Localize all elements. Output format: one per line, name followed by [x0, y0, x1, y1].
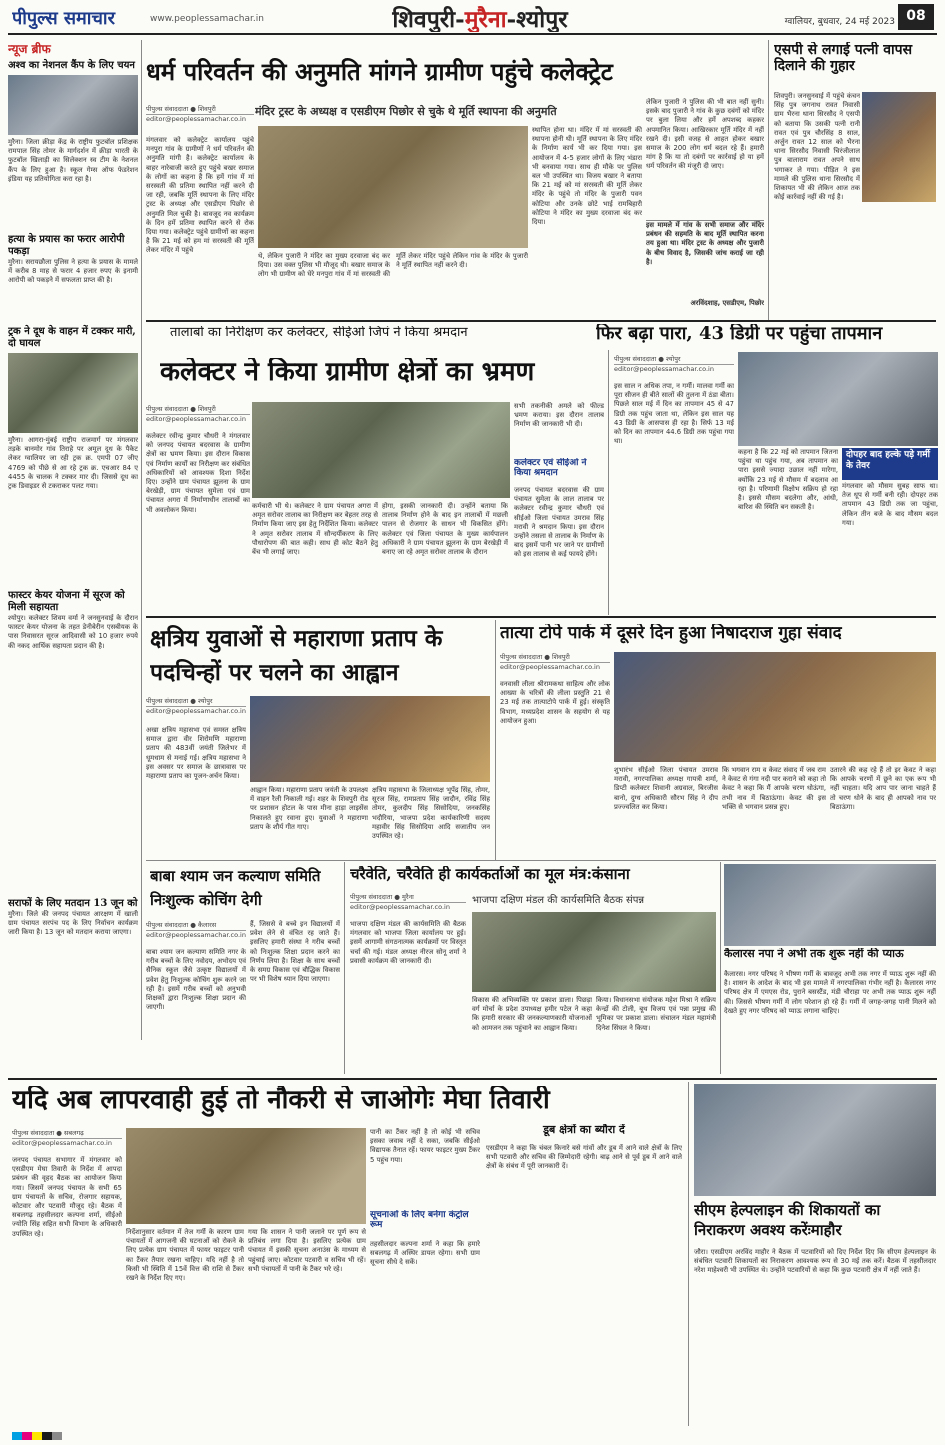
karyakarta-divider	[344, 862, 345, 1074]
pratap-col-2: आह्वान किया। महाराणा प्रताप जयंती के उपलक्ष्य में वाहन रैली निकाली गई। शहर के शिवपुरी रोड पर प्रशासन होटल के पास मीना हाड़ा लाइसेंस निकालते हुए रवाना हुए। युवाओं ने महाराणा प्रताप के शौर्य गीत गाए।	[250, 786, 368, 831]
news-brief-column	[8, 40, 138, 1040]
lead-col-3: स्थापित होना था। मंदिर में मां सरस्वती की स्थापना होनी थी। मूर्ति स्थापना के लिए मंदिर के निर्माण कार्य भी कर दिया गया। इस आयोजन में 4-5 हजार लोगों के लिए भंडारा भी बनवाया गया। साथ ही मौके पर पुलिस बल भी उपस्थित था। विजय बखार ने बताया कि 21 मई को मां सरस्वती की मूर्ति लेकर मंदिर के पहुंचे तो मंदिर के पुजारी पवन कोटिया और उनके छोटे भाई रामबिहारी कोटिया ने मंदिर का मुख्य दरवाजा बंद कर दिया।	[532, 126, 642, 227]
karyakarta-col-2: विकास की अभिव्यक्ति पर प्रकाश डाला। पिछड़ा वर्ग मोर्चा के प्रदेश उपाध्यक्ष हमीर पटेल ने कहा कि हमारी सरकार की जनकल्याणकारी योजनाओं को आमजन तक पहुंचाने का आह्वान किया।	[472, 996, 592, 1032]
brief-photo-3	[8, 353, 138, 433]
karyakarta-photo	[472, 912, 716, 992]
side-photo	[862, 92, 936, 202]
karyakarta-byline: पीपुल्स संवाददाता ● मुरैना	[350, 892, 466, 903]
heat-photo-1	[738, 352, 938, 446]
tatya-col-3: कि भगवान राम व केवट संवाद में जब राम ने केवट से गंगा नदी पार कराने को कहा तो केवट ने कहा कि मैं आपके चरण धोऊंगा, तभी नाव में बिठाऊंगा। केवट की इस भक्ति से भगवान प्रसन्न हुए।	[722, 766, 826, 811]
brief-photo-1	[8, 75, 138, 135]
megha-subhead-2: डूब क्षेत्रों का ब्यौरा दें	[543, 1124, 625, 1136]
strip-left-headline: तालाबों का निरीक्षण कर कलेक्टर, सीईओ जिपं ने किया श्रमदान	[170, 326, 468, 340]
side-text-cont	[774, 210, 936, 318]
karyakarta-col-1: भाजपा दक्षिण मंडल की कार्यसमिति की बैठक मंगलवार को भाजपा जिला कार्यालय पर हुई। इसमें आगामी संगठनात्मक कार्यक्रमों पर विस्तृत चर्चा की गई। मंडल अध्यक्ष नीरज सोनू शर्मा ने प्रवासी कार्यक्रम की जानकारी दी।	[350, 920, 466, 965]
title-shivpuri: शिवपुरी-	[392, 6, 465, 32]
baba-byline: पीपुल्स संवाददाता ● कैलारस	[146, 920, 246, 931]
heat-col-3: कहना है कि 22 मई को तापमान जितना पहुंचा था पहुंच गया, अब तापमान का पारा इससे ज्यादा उछाल नहीं मारेगा, क्योंकि 23 मई से मौसम में बदलाव आ रहा है। परिणामी विक्षोभ सक्रिय हो रहा है। इससे मौसम बदलेगा और, आंधी, बारिश की स्थिति बन सकती है।	[738, 448, 838, 512]
baba-email: editor@peoplessamachar.co.in	[146, 931, 246, 939]
color-swatch	[12, 1432, 22, 1440]
title-sheopur: -श्योपुर	[506, 6, 568, 32]
brief-text-1: मुरैना। जिला क्रीड़ा केंद्र के राष्ट्रीय फुटबॉल प्रशिक्षक रामपाल सिंह तोमर के मार्गदर्शन में क्रीड़ा भारती के फुटबॉल खिलाड़ी का सिलेक्शन स्व टीम के नेशनल कैंप के लिए हुआ है। स्कूल गेम्स ऑफ फेडरेशन इंडिया यह प्रतियोगिता करा रहा है।	[8, 138, 138, 183]
baba-byline-box	[146, 920, 246, 946]
heat-byline: पीपुल्स संवाददाता ● श्योपुर	[614, 354, 734, 365]
lead-quote-box	[646, 220, 764, 316]
brief-text-4: श्योपुर। कलेक्टर शिवम वर्मा ने जनसुनवाई के दौरान फास्टर केयर योजना के तहत डेनीबेरीन एसबीयक के पास निवासरत सूरज आदिवासी को 10 हजार रुपये की नकद आर्थिक सहायता प्रदान की है।	[8, 614, 138, 650]
tatya-email: editor@peoplessamachar.co.in	[500, 663, 600, 671]
masthead-logo: पीपुल्स समाचार	[12, 8, 115, 29]
heat-col-1: इस साल न अधिक तपा, न गर्मी। मालवा गर्मी का पूरा सीजन ही बीते सालों की तुलना में ठंडा बीता। पिछले साल मई में दिन का तापमान 45 से 47 डिग्री तक पहुंच जाता था, लेकिन इस साल यह 43 डिग्री के आसपास ही रहा है। सिर्फ 13 मई को दिन का तापमान 44.6 डिग्री तक पहुंचा गया था।	[614, 382, 734, 446]
issue-date: ग्वालियर, बुधवार, 24 मई 2023	[784, 17, 895, 26]
tatya-headline: तात्या टोपे पार्क में दूसरे दिन हुआ निषादराज गुहा संवाद	[500, 624, 842, 643]
heat-byline-box	[614, 354, 734, 380]
brief-divider	[141, 40, 142, 1040]
collector-col-2: कर्मचारी भी थे। कलेक्टर ने ग्राम पंचायत अगरा में अमृत सरोवर तालाब का निरीक्षण कर बेहतर तरह से निर्माण किया जाए इस हेतु निर्देशित किया। कलेक्टर ने अमृत सरोवर तालाब में सौन्दर्यीकरण के लिए पौधारोपण की बात कही। साथ ही कोट बैठने हेतु बेंच भी लगाई जाए।	[252, 502, 378, 557]
baba-col-1: बाबा श्याम जन कल्याण समिति नगर के गरीब बच्चों के लिए नवोदय, अभोदय एवं सैनिक स्कूल जैसे उत्कृष्ट विद्यालयों में प्रवेश हेतु निःशुल्क कोचिंग शुरू करने जा रही है। इसमें गरीब बच्चों को अनुभवी शिक्षकों द्वारा निःशुल्क शिक्षा प्रदान की जाएगी।	[146, 948, 246, 1012]
megha-col-3: गया कि शासन ने पानी जलाने पर पूर्ण रूप से प्रतिबंध लगा दिया है। इसलिए प्रत्येक ग्राम पंचायत में इसकी सूचना अनाउंस के माध्यम से पहुंचाई जाए। कोटवार पटवारी व सचिव भी रहें। सभी पंचायतों में पानी के टैंकर भरे रहे।	[248, 1228, 366, 1273]
row-divider-3	[146, 860, 936, 861]
megha-subhead-1: सूचनाओं के लिए बनेगा कंट्रोल रूम	[370, 1210, 469, 1231]
pratap-photo	[250, 696, 490, 782]
heat-caption: दोपहर बाद हल्के पड़े गर्मी के तेवर	[842, 448, 938, 480]
tatya-col-2: शुभारंभ सीईओ जिला पंचायत उमराव मरावी, नगरपालिका अध्यक्ष गायत्री शर्मा, डिप्टी कलेक्टर शिवानी अग्रवाल, बिरजीस बानो, दुग्ध अधिकारी सौरभ सिंह ने दीप प्रज्ज्वलित कर किया।	[614, 766, 718, 811]
megha-byline: पीपुल्स संवाददाता ● सबलगढ़	[12, 1128, 122, 1139]
tatya-photo	[614, 652, 936, 762]
kailaras-headline: कैलारस नपा ने अभी तक शुरू नहीं की प्याऊ	[724, 948, 904, 960]
cm-divider	[688, 1082, 689, 1426]
tatya-byline-box	[500, 652, 610, 678]
lead-col-1: मंगलवार को कलेक्ट्रेट कार्यालय पहुंचे मनपुरा गांव के ग्रामीणों ने धर्म परिवर्तन की अनुमति मांगी है। कलेक्ट्रेट कार्यालय के बाहर नारेबाजी करते हुए पहुंचे बखर समाज के लोगों का कहना है कि हमें गांव में मां सरस्वती की प्रतिमा स्थापित नहीं करने दी जा रही, जबकि मूर्ति स्थापना के लिए मंदिर ट्रस्ट के अध्यक्ष और एसडीएम पिछोर से अनुमति मिल चुकी है। बावजूद नव कार्यक्रम के दिन हमें प्रतिमा स्थापित करने से रोक दिया गया। कलेक्ट्रेट पहुंचे ग्रामीणों का कहना है कि 21 मई को हम मां सरस्वती की मूर्ति लेकर मंदिर में पहुंचे	[146, 136, 254, 255]
pratap-byline-box	[146, 696, 246, 722]
kailaras-divider	[720, 862, 721, 1074]
collector-col-4: सभी तकनीकी अमले को फील्ड भ्रमण कराया। इस दौरान तालाब निर्माण की जानकारी भी दी।	[514, 402, 604, 429]
brief-label: न्यूज ब्रीफ	[8, 42, 51, 56]
megha-col-1: जनपद पंचायत सभागार में मंगलवार को एसडीएम मेघा तिवारी के निर्देश में आपदा प्रबंधन की वृहद बैठक का आयोजन किया गया। जिसमें जनपद पंचायत के सभी 65 ग्राम पंचायतों के सचिव, रोजगार सहायक, कोटवार और पटवारी मौजूद रहे। बैठक में सबलगढ़ तहसीलदार कल्पना शर्मा, सीईओ ज्योति सिंह सहित सभी विभाग के अधिकारी उपस्थित रहे।	[12, 1156, 122, 1238]
collector-headline: कलेक्टर ने किया ग्रामीण क्षेत्रों का भ्रमण	[160, 358, 535, 387]
karyakarta-byline-box	[350, 892, 466, 918]
megha-col-2: निर्देशानुसार वर्तमान में तेज गर्मी के कारण ग्राम पंचायतों में आगजनी की घटनाओं को रोकने के लिए प्रत्येक ग्राम पंचायत में फायर फाइटर पानी का टैंकर तैयार रखना चाहिए। यदि नहीं है तो किसी भी स्थिति में 15वें वित्त की राशि से टैंकर रखने के निर्देश दिए गए।	[126, 1228, 244, 1283]
heat-caption-text: मंगलवार को मौसम सुबह साफ था। तेज धूप से गर्मी बनी रही। दोपहर तक तापमान 43 डिग्री तक जा पहुंचा, लेकिन तीन बजे के बाद मौसम बदल गया।	[842, 482, 938, 527]
kailaras-photo	[724, 864, 936, 946]
karyakarta-email: editor@peoplessamachar.co.in	[350, 903, 450, 911]
brief-title-4: फास्टर केयर योजना में सूरज को मिली सहायता	[8, 590, 125, 613]
header-rule	[8, 33, 937, 35]
row-divider-4	[8, 1078, 937, 1080]
color-swatch	[22, 1432, 32, 1440]
collector-subhead: कलेक्टर एवं सीईओ ने किया श्रमदान	[514, 458, 587, 479]
pratap-col-1: अखा क्षत्रिय महासभा एवं समस्त क्षत्रिय समाज द्वारा वीर शिरोमणि महाराणा प्रताप की 483वीं जयंती जिलेभर में धूमधाम से मनाई गई। क्षत्रिय महासभा ने इस अवसर पर समाज के छात्रावास पर महाराणा प्रताप का पूजन-अर्चन किया।	[146, 726, 246, 781]
megha-col-4: पानी का टैंकर नहीं है तो कोई भी सचिव इसका जवाब नहीं दे सका, जबकि सीईओ विद्यापक तैनात रहें। फायर फाइटर मुख्य टैंकर 5 पहुंच गया।	[370, 1128, 480, 1164]
row-divider-2	[146, 616, 936, 618]
page-number: 08	[898, 4, 934, 30]
karyakarta-subhead: भाजपा दक्षिण मंडल की कार्यसमिति बैठक संपन्न	[472, 895, 645, 906]
collector-col-3: होगा, इसकी जानकारी दी। उन्होंने बताया कि तालाब निर्माण होने के बाद इन तालाबों में मछली पालन से रोजगार के साधन भी विकसित होंगे। कलेक्टर एवं जिला पंचायत के मुख्य कार्यपालन अधिकारी ने ग्राम पंचायत झूलना के ग्राम बेरखेड़ी में बनाए जा रहे अमृत सरोवर तालाब के दौरान	[382, 502, 508, 557]
karyakarta-col-3: किया। विधानसभा संयोजक महेश मिश्रा ने सक्रिय केन्द्रों की टोली, बूथ विजय एवं पन्ना प्रमुख की भूमिका पर प्रकाश डाला। संचालन मंडल महामंत्री दिनेश सिंघल ने किया।	[596, 996, 716, 1032]
baba-col-2: हैं, जिससे वे बच्चे इन विद्यालयों में प्रवेश लेने से वंचित रह जाते हैं। इसलिए हमारी संस्था ने गरीब बच्चों को निःशुल्क शिक्षा प्रदान करने का निर्णय लिया है। शिक्षा के साथ बच्चों के समग्र विकास एवं बौद्धिक विकास पर भी विशेष ध्यान दिया जाएगा।	[250, 920, 340, 984]
lead-photo	[258, 126, 528, 248]
lead-subhead: मंदिर ट्रस्ट के अध्यक्ष व एसडीएम पिछोर से चुके थे मूर्ति स्थापना की अनुमति	[255, 105, 557, 118]
brief-title-3: ट्रक ने दूध के वाहन में टक्कर मारी, दो घायल	[8, 326, 136, 349]
megha-email: editor@peoplessamachar.co.in	[12, 1139, 112, 1147]
megha-sub1-text: तहसीलदार कल्पना शर्मा ने कहा कि हमारे सबलगढ़ में अस्थिर डायल रहेगा। सभी ग्राम सूचना सीधे दे सकें।	[370, 1240, 480, 1267]
tatya-col-4: उतारने की कह रहे हैं तो इर केवट ने कहा कि आपके चरणों में छूने का एक रूप भी नहीं चाहता। यदि आप पार जाना चाहते हैं तो चरण धोने के बाद ही आपको नाव पर बिठाऊंगा।	[830, 766, 936, 811]
cm-photo	[694, 1084, 936, 1196]
tatya-divider	[495, 620, 496, 860]
brief-title-2: हत्या के प्रयास का फरार आरोपी पकड़ा	[8, 234, 125, 257]
baba-headline: बाबा श्याम जन कल्याण समिति निःशुल्क कोचिंग देगी	[150, 867, 321, 909]
pratap-headline: क्षत्रिय युवाओं से महाराणा प्रताप के पदचिन्हों पर चलने का आह्वान	[150, 625, 443, 686]
brief-text-5: मुरैना। जिले की जनपद पंचायत आरक्षण में खाली ग्राम पंचायत सरपंच पद के लिए निर्वाचन कार्यक्रम जारी किया है। 13 जून को मतदान कराया जाएगा।	[8, 910, 138, 937]
collector-sub-text: जनपद पंचायत बदरवास की ग्राम पंचायत सुमेला के लाल तालाब पर कलेक्टर रवीन्द्र कुमार चौधरी एवं सीईओ जिला पंचायत उमराव सिंह मरावी ने श्रमदान किया। इस दौरान उन्होंने तसला से तालाब के निर्माण के बाद इसमें पानी भर जाने पर ग्रामीणों को इस तालाब से कई फायदे होंगे।	[514, 486, 604, 559]
site-url: www.peoplessamachar.in	[150, 14, 264, 24]
brief-text-3: मुरैना। आगरा-मुंबई राष्ट्रीय राजमार्ग पर मंगलवार तड़के बानमोर गांव तिराहे पर अमूल दूध के पैकेट लेकर ग्वालियर जा रही ट्रक क्र. एमपी 07 जीए 4769 को पीछे से आ रहे ट्रक क्र. एचआर 84 ए 4455 के चालक ने टक्कर मार दी। जिससे दूध का ट्रक डिवाइडर से टकराकर पलट गया।	[8, 436, 138, 491]
lead-headline: धर्म परिवर्तन की अनुमति मांगने ग्रामीण पहुंचे कलेक्ट्रेट	[146, 58, 613, 86]
side-text: शिवपुरी। जनसुनवाई में पहुंचे कंचन सिंह पुत्र जगनाथ रावत निवासी ग्राम भैरना थाना सिरसौद ने एसपी को बताया कि उसकी पत्नी रानी रावत एवं पुत्र चौरसिंह 8 साल, अर्जुन रावत 12 साल को भैरना थाना सिरसौद निवासी चिरंजीलाल पुत्र बालाराम रावत अपने साथ भगाकर ले गया। पीड़ित ने इस मामले की पुलिस थाना सिरसौद में शिकायत भी की लेकिन आज तक कोई कार्रवाई नहीं की गई है।	[774, 92, 860, 202]
cm-text: जौरा। एसडीएम अरविंद माहौर ने बैठक में पटवारियों को दिए निर्देश दिए कि सीएम हेल्पलाइन के संबंधित पटवारी शिकायतों का निराकरण आवश्यक रूप से 30 मई तक करें। बैठक में तहसीलदार नरेश माहेश्वरी भी उपस्थित थे। उन्होंने पटवारियों से कहा कि कुछ पटवारी क्षेत्र में नहीं जाते हैं।	[694, 1248, 936, 1275]
print-color-bar	[12, 1432, 933, 1440]
color-swatch	[52, 1432, 62, 1440]
heat-divider	[608, 350, 609, 615]
collector-byline-box	[146, 404, 250, 430]
heat-email: editor@peoplessamachar.co.in	[614, 365, 714, 373]
tatya-byline: पीपुल्स संवाददाता ● शिवपुरी	[500, 652, 610, 663]
lead-quote: इस मामले में गांव के सभी समाज और मंदिर प्रबंधन की सहमति के बाद मूर्ति स्थापित करना तय हुआ था। मंदिर ट्रस्ट के अध्यक्ष और पुजारी के बीच विवाद है, जिसकी जांच कराई जा रही है।	[646, 221, 764, 266]
color-swatch	[42, 1432, 52, 1440]
collector-email: editor@peoplessamachar.co.in	[146, 415, 246, 423]
color-swatch	[32, 1432, 42, 1440]
megha-photo	[126, 1128, 366, 1224]
brief-text-2: मुरैना। सरायछौला पुलिस ने हत्या के प्रयास के मामले में करीब 8 माह से फरार 4 हजार रुपए के इनामी आरोपी को पकड़ने में सफलता प्राप्त की है।	[8, 258, 138, 285]
title-morena: मुरैना	[464, 6, 507, 32]
brief-title-1: अश्व का नेशनल कैंप के लिए चयन	[8, 60, 135, 71]
tatya-col-1: वनवासी लीला श्रीरामकथा साहित्य और लोक आख्या के चरित्रों की लीला प्रस्तुति 21 से 23 मई तक तात्याटोपे पार्क में हुई। संस्कृति विभाग, मध्यप्रदेश शासन के सहयोग से यह आयोजन हुआ।	[500, 680, 610, 725]
lead-byline-box	[146, 104, 254, 134]
megha-byline-box	[12, 1128, 122, 1154]
collector-photo	[252, 402, 510, 498]
lead-byline: पीपुल्स संवाददाता ● शिवपुरी	[146, 104, 254, 115]
row-divider-1	[146, 320, 936, 322]
lead-quote-by: अरविंदशाह, एसडीएम, पिछोर	[690, 299, 764, 307]
megha-sub2-text: एसडीएम ने कहा कि चंबल किनारे बसे गांवों और डूब में आने वाले क्षेत्रों के लिए सभी पटवारी और सचिव की जिम्मेदारी रहेगी। बाढ़ आने से पूर्व डूब में आने वाले क्षेत्रों के संबंध में पूरी जानकारी दें।	[486, 1144, 682, 1171]
brief-title-5: सराफों के लिए मतदान 13 जून को	[8, 898, 138, 909]
section-title	[340, 2, 620, 32]
pratap-col-3: क्षत्रिय महासभा के जिलाध्यक्ष भूपेंद्र सिंह, तोमर, सूरज सिंह, रामप्रताप सिंह जादौन, रविंद्र सिंह तोमर, कुलदीप सिंह सिसोदिया, जनकसिंह भदौरिया, भाजपा प्रदेश कार्यकारिणी सदस्य महावीर सिंह सिसोदिया आदि सजातीय जन उपस्थित रहे।	[372, 786, 490, 841]
strip-right-headline: फिर बढ़ा पारा, 43 डिग्री पर पहुंचा तापमान	[596, 324, 883, 344]
collector-byline: पीपुल्स संवाददाता ● शिवपुरी	[146, 404, 250, 415]
side-headline: एसपी से लगाई पत्नी वापस दिलाने की गुहार	[774, 42, 913, 75]
pratap-byline: पीपुल्स संवाददाता ● श्योपुर	[146, 696, 246, 707]
karyakarta-headline: चरैवेति, चरैवेति ही कार्यकर्ताओं का मूल मंत्र:कंसाना	[350, 866, 630, 883]
lead-email: editor@peoplessamachar.co.in	[146, 115, 246, 123]
pratap-email: editor@peoplessamachar.co.in	[146, 707, 246, 715]
collector-col-1: कलेक्टर रवीन्द्र कुमार चौधरी ने मंगलवार को जनपद पंचायत बदरवास के ग्रामीण क्षेत्रों का भ्रमण किया। इस दौरान विकास एवं निर्माण कार्यों का निरीक्षण कर संबंधित अधिकारियों को आवश्यक दिशा निर्देश दिए। उन्होंने ग्राम पंचायत झूलना के ग्राम बेरखेड़ी, ग्राम पंचायत सुमेला एवं ग्राम पंचायत अगरा में निर्माणाधीन तालाबों का भी अवलोकन किया।	[146, 432, 250, 514]
cm-headline: सीएम हेल्पलाइन की शिकायतों का निराकरण अवश्य करेंःमाहौर	[694, 1201, 881, 1239]
kailaras-text: कैलारस। नगर परिषद ने भीषण गर्मी के बावजूद अभी तक नगर में प्याऊ शुरू नहीं की है। शासन के आदेश के बाद भी इस मामले में नगरपालिका गंभीर नहीं है। कैलारस नगर परिषद क्षेत्र में एमएस रोड, पुराने बसस्टैंड, मंडी चौराहा पर अभी तक प्याऊ शुरू नहीं की। जिससे भीषण गर्मी में लोग परेशान हो रहे हैं। गर्मी में जगह-जगह पानी मिलने को देखते हुए नगर परिषद को प्याऊ लगाना चाहिए।	[724, 970, 936, 1015]
side-divider	[768, 40, 769, 320]
megha-headline: यदि अब लापरवाही हुई तो नौकरी से जाओगेः मेघा तिवारी	[12, 1086, 550, 1115]
lead-caption: थे, लेकिन पुजारी ने मंदिर का मुख्य दरवाजा बंद कर दिया। उस वक्त पुलिस भी मौजूद थी। बखार समाज के लोग भी ग्रामीण को घेरे मनपुरा गांव में मां सरस्वती की मूर्ति लेकर मंदिर पहुंचे लेकिन गांव के मंदिर के पुजारी ने मूर्ति स्थापित नहीं करने दी।	[258, 252, 528, 279]
lead-col-4: लेकिन पुजारी ने पुलिस की भी बात नहीं सुनी। इसके बाद पुजारी ने गांव के कुछ दबंगों को मंदिर पर बुला लिया और हमें अपशब्द कहकर अपमानित किया। आखिरकार मूर्ति मंदिर में नहीं रखने दी। इसी वजह से आहत होकर बखार समाज के 200 लोग धर्म बदल रहे हैं। हमारी मांग है कि या तो दबंगों पर कार्रवाई हो या हमें धर्म परिवर्तन की मंजूरी दी जाए।	[646, 98, 764, 171]
